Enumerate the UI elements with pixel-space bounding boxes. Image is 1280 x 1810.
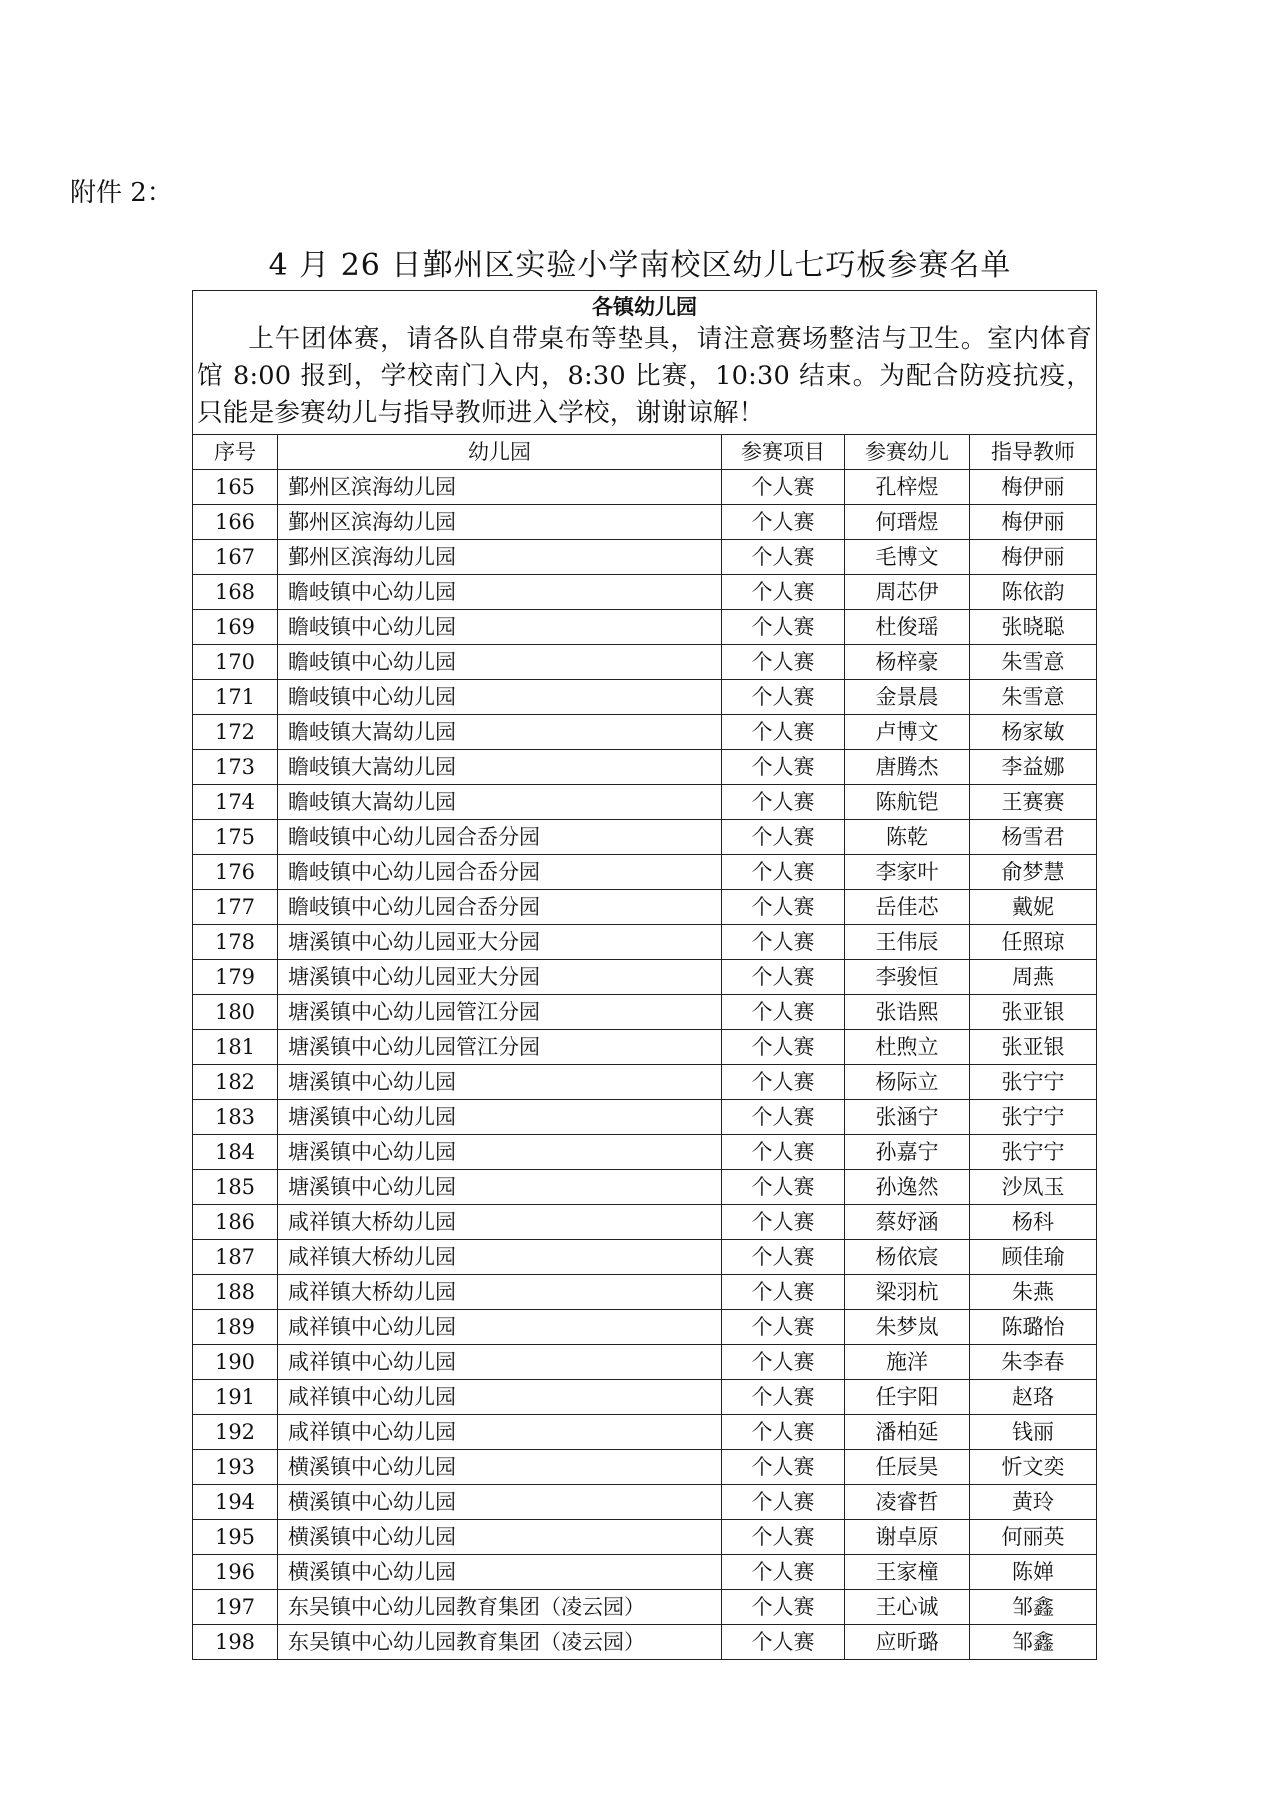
- table-row: [193, 785, 1097, 820]
- table-row: [193, 1275, 1097, 1310]
- event-cell: 个人赛: [722, 540, 845, 575]
- teacher-cell: 梅伊丽: [970, 540, 1097, 575]
- index-cell: 195: [193, 1520, 278, 1555]
- teacher-cell: 张亚银: [970, 995, 1097, 1030]
- kindergarten-cell: 东吴镇中心幼儿园教育集团（凌云园）: [278, 1590, 722, 1625]
- teacher-cell: 钱丽: [970, 1415, 1097, 1450]
- kindergarten-cell: 瞻岐镇中心幼儿园: [278, 680, 722, 715]
- event-cell: 个人赛: [722, 1450, 845, 1485]
- kindergarten-cell: 横溪镇中心幼儿园: [278, 1520, 722, 1555]
- child-cell: 周芯伊: [845, 575, 970, 610]
- table-row: [193, 1485, 1097, 1520]
- event-cell: 个人赛: [722, 1520, 845, 1555]
- child-cell: 陈乾: [845, 820, 970, 855]
- teacher-cell: 忻文奕: [970, 1450, 1097, 1485]
- child-cell: 应昕璐: [845, 1625, 970, 1660]
- index-cell: 191: [193, 1380, 278, 1415]
- index-cell: 188: [193, 1275, 278, 1310]
- kindergarten-cell: 瞻岐镇中心幼儿园: [278, 645, 722, 680]
- event-cell: 个人赛: [722, 855, 845, 890]
- teacher-cell: 朱李春: [970, 1345, 1097, 1380]
- child-cell: 孙逸然: [845, 1170, 970, 1205]
- kindergarten-cell: 瞻岐镇大嵩幼儿园: [278, 785, 722, 820]
- kindergarten-cell: 咸祥镇中心幼儿园: [278, 1415, 722, 1450]
- teacher-cell: 陈婵: [970, 1555, 1097, 1590]
- kindergarten-cell: 咸祥镇大桥幼儿园: [278, 1205, 722, 1240]
- kindergarten-cell: 塘溪镇中心幼儿园: [278, 1065, 722, 1100]
- event-cell: 个人赛: [722, 505, 845, 540]
- child-cell: 李骏恒: [845, 960, 970, 995]
- child-cell: 朱梦岚: [845, 1310, 970, 1345]
- document-title: 4 月 26 日鄞州区实验小学南校区幼儿七巧板参赛名单: [268, 248, 1012, 283]
- kindergarten-cell: 塘溪镇中心幼儿园: [278, 1135, 722, 1170]
- index-cell: 185: [193, 1170, 278, 1205]
- table-row: [193, 890, 1097, 925]
- index-cell: 167: [193, 540, 278, 575]
- index-cell: 182: [193, 1065, 278, 1100]
- event-cell: 个人赛: [722, 1415, 845, 1450]
- teacher-cell: 杨科: [970, 1205, 1097, 1240]
- column-header-kindergarten: 幼儿园: [278, 435, 722, 470]
- participant-table: [192, 290, 1097, 1660]
- event-cell: 个人赛: [722, 1170, 845, 1205]
- kindergarten-cell: 咸祥镇大桥幼儿园: [278, 1240, 722, 1275]
- table-row: [193, 575, 1097, 610]
- table-row: [193, 925, 1097, 960]
- kindergarten-cell: 塘溪镇中心幼儿园: [278, 1170, 722, 1205]
- index-cell: 166: [193, 505, 278, 540]
- event-cell: 个人赛: [722, 715, 845, 750]
- child-cell: 李家叶: [845, 855, 970, 890]
- teacher-cell: 邹鑫: [970, 1590, 1097, 1625]
- index-cell: 169: [193, 610, 278, 645]
- teacher-cell: 邹鑫: [970, 1625, 1097, 1660]
- table-row: [193, 995, 1097, 1030]
- child-cell: 金景晨: [845, 680, 970, 715]
- child-cell: 梁羽杭: [845, 1275, 970, 1310]
- event-cell: 个人赛: [722, 645, 845, 680]
- table-row: [193, 715, 1097, 750]
- kindergarten-cell: 瞻岐镇中心幼儿园: [278, 610, 722, 645]
- index-cell: 193: [193, 1450, 278, 1485]
- table-row: [193, 1380, 1097, 1415]
- table-row: [193, 1520, 1097, 1555]
- index-cell: 172: [193, 715, 278, 750]
- event-cell: 个人赛: [722, 1275, 845, 1310]
- event-cell: 个人赛: [722, 1205, 845, 1240]
- teacher-cell: 朱燕: [970, 1275, 1097, 1310]
- table-row: [193, 1205, 1097, 1240]
- event-cell: 个人赛: [722, 960, 845, 995]
- table-row: [193, 855, 1097, 890]
- event-cell: 个人赛: [722, 995, 845, 1030]
- kindergarten-cell: 瞻岐镇大嵩幼儿园: [278, 715, 722, 750]
- event-cell: 个人赛: [722, 890, 845, 925]
- index-cell: 192: [193, 1415, 278, 1450]
- teacher-cell: 沙凤玉: [970, 1170, 1097, 1205]
- table-row: [193, 1310, 1097, 1345]
- child-cell: 陈航铠: [845, 785, 970, 820]
- index-cell: 184: [193, 1135, 278, 1170]
- index-cell: 168: [193, 575, 278, 610]
- table-row: [193, 1065, 1097, 1100]
- index-cell: 187: [193, 1240, 278, 1275]
- event-cell: 个人赛: [722, 1380, 845, 1415]
- table-row: [193, 1030, 1097, 1065]
- event-cell: 个人赛: [722, 1310, 845, 1345]
- child-cell: 蔡妤涵: [845, 1205, 970, 1240]
- table-row: [193, 645, 1097, 680]
- child-cell: 任辰昊: [845, 1450, 970, 1485]
- child-cell: 岳佳芯: [845, 890, 970, 925]
- teacher-cell: 杨雪君: [970, 820, 1097, 855]
- teacher-cell: 张宁宁: [970, 1100, 1097, 1135]
- index-cell: 198: [193, 1625, 278, 1660]
- kindergarten-cell: 瞻岐镇中心幼儿园合岙分园: [278, 855, 722, 890]
- child-cell: 王心诚: [845, 1590, 970, 1625]
- notice-body: 上午团体赛，请各队自带桌布等垫具，请注意赛场整洁与卫生。室内体育馆 8:00 报到，学校南门入内，8:30 比赛，10:30 结束。为配合防疫抗疫，只能是参赛幼儿与指导教师进入学校，谢谢谅解！: [197, 324, 1093, 428]
- kindergarten-cell: 鄞州区滨海幼儿园: [278, 470, 722, 505]
- event-cell: 个人赛: [722, 1100, 845, 1135]
- event-cell: 个人赛: [722, 1065, 845, 1100]
- index-cell: 181: [193, 1030, 278, 1065]
- table-row: [193, 1415, 1097, 1450]
- table-row: [193, 1555, 1097, 1590]
- kindergarten-cell: 塘溪镇中心幼儿园管江分园: [278, 1030, 722, 1065]
- table-row: [193, 1345, 1097, 1380]
- event-cell: 个人赛: [722, 925, 845, 960]
- index-cell: 194: [193, 1485, 278, 1520]
- event-cell: 个人赛: [722, 785, 845, 820]
- teacher-cell: 陈依韵: [970, 575, 1097, 610]
- child-cell: 谢卓原: [845, 1520, 970, 1555]
- table-row: [193, 505, 1097, 540]
- index-cell: 177: [193, 890, 278, 925]
- notice-cell: [193, 291, 1097, 435]
- child-cell: 杨梓豪: [845, 645, 970, 680]
- index-cell: 170: [193, 645, 278, 680]
- child-cell: 施洋: [845, 1345, 970, 1380]
- table-row: [193, 1240, 1097, 1275]
- child-cell: 孙嘉宁: [845, 1135, 970, 1170]
- table-row: [193, 1135, 1097, 1170]
- child-cell: 潘柏延: [845, 1415, 970, 1450]
- teacher-cell: 王赛赛: [970, 785, 1097, 820]
- event-cell: 个人赛: [722, 1485, 845, 1520]
- kindergarten-cell: 塘溪镇中心幼儿园: [278, 1100, 722, 1135]
- index-cell: 197: [193, 1590, 278, 1625]
- teacher-cell: 梅伊丽: [970, 470, 1097, 505]
- index-cell: 180: [193, 995, 278, 1030]
- index-cell: 175: [193, 820, 278, 855]
- event-cell: 个人赛: [722, 750, 845, 785]
- teacher-cell: 任照琼: [970, 925, 1097, 960]
- teacher-cell: 周燕: [970, 960, 1097, 995]
- kindergarten-cell: 瞻岐镇中心幼儿园合岙分园: [278, 820, 722, 855]
- event-cell: 个人赛: [722, 610, 845, 645]
- child-cell: 毛博文: [845, 540, 970, 575]
- kindergarten-cell: 东吴镇中心幼儿园教育集团（凌云园）: [278, 1625, 722, 1660]
- kindergarten-cell: 鄞州区滨海幼儿园: [278, 505, 722, 540]
- event-cell: 个人赛: [722, 1240, 845, 1275]
- kindergarten-cell: 咸祥镇中心幼儿园: [278, 1345, 722, 1380]
- child-cell: 杜煦立: [845, 1030, 970, 1065]
- index-cell: 176: [193, 855, 278, 890]
- kindergarten-cell: 瞻岐镇中心幼儿园: [278, 575, 722, 610]
- table-row: [193, 540, 1097, 575]
- teacher-cell: 赵珞: [970, 1380, 1097, 1415]
- index-cell: 165: [193, 470, 278, 505]
- table-row: [193, 1100, 1097, 1135]
- event-cell: 个人赛: [722, 1555, 845, 1590]
- kindergarten-cell: 塘溪镇中心幼儿园亚大分园: [278, 960, 722, 995]
- child-cell: 卢博文: [845, 715, 970, 750]
- table-row: [193, 1450, 1097, 1485]
- kindergarten-cell: 横溪镇中心幼儿园: [278, 1555, 722, 1590]
- notice-row: [193, 291, 1097, 435]
- index-cell: 196: [193, 1555, 278, 1590]
- child-cell: 王家橦: [845, 1555, 970, 1590]
- kindergarten-cell: 咸祥镇中心幼儿园: [278, 1380, 722, 1415]
- event-cell: 个人赛: [722, 1345, 845, 1380]
- column-header-teacher: 指导教师: [970, 435, 1097, 470]
- child-cell: 凌睿哲: [845, 1485, 970, 1520]
- index-cell: 190: [193, 1345, 278, 1380]
- attachment-label: 附件 2：: [70, 178, 173, 208]
- kindergarten-cell: 咸祥镇大桥幼儿园: [278, 1275, 722, 1310]
- teacher-cell: 戴妮: [970, 890, 1097, 925]
- index-cell: 173: [193, 750, 278, 785]
- kindergarten-cell: 塘溪镇中心幼儿园管江分园: [278, 995, 722, 1030]
- kindergarten-cell: 咸祥镇中心幼儿园: [278, 1310, 722, 1345]
- teacher-cell: 朱雪意: [970, 645, 1097, 680]
- child-cell: 杨际立: [845, 1065, 970, 1100]
- kindergarten-cell: 瞻岐镇大嵩幼儿园: [278, 750, 722, 785]
- table-row: [193, 960, 1097, 995]
- teacher-cell: 李益娜: [970, 750, 1097, 785]
- index-cell: 189: [193, 1310, 278, 1345]
- teacher-cell: 陈璐怡: [970, 1310, 1097, 1345]
- event-cell: 个人赛: [722, 1590, 845, 1625]
- teacher-cell: 梅伊丽: [970, 505, 1097, 540]
- column-header-event: 参赛项目: [722, 435, 845, 470]
- kindergarten-cell: 横溪镇中心幼儿园: [278, 1450, 722, 1485]
- teacher-cell: 张宁宁: [970, 1065, 1097, 1100]
- teacher-cell: 张亚银: [970, 1030, 1097, 1065]
- child-cell: 孔梓煜: [845, 470, 970, 505]
- column-header-child: 参赛幼儿: [845, 435, 970, 470]
- teacher-cell: 张宁宁: [970, 1135, 1097, 1170]
- event-cell: 个人赛: [722, 1135, 845, 1170]
- child-cell: 杨依宸: [845, 1240, 970, 1275]
- teacher-cell: 俞梦慧: [970, 855, 1097, 890]
- kindergarten-cell: 横溪镇中心幼儿园: [278, 1485, 722, 1520]
- teacher-cell: 朱雪意: [970, 680, 1097, 715]
- child-cell: 张诰熙: [845, 995, 970, 1030]
- index-cell: 178: [193, 925, 278, 960]
- child-cell: 任宇阳: [845, 1380, 970, 1415]
- table-row: [193, 1625, 1097, 1660]
- event-cell: 个人赛: [722, 575, 845, 610]
- teacher-cell: 黄玲: [970, 1485, 1097, 1520]
- teacher-cell: 杨家敏: [970, 715, 1097, 750]
- child-cell: 张涵宁: [845, 1100, 970, 1135]
- table-row: [193, 750, 1097, 785]
- header-row: [193, 435, 1097, 470]
- event-cell: 个人赛: [722, 470, 845, 505]
- teacher-cell: 张晓聪: [970, 610, 1097, 645]
- event-cell: 个人赛: [722, 680, 845, 715]
- index-cell: 186: [193, 1205, 278, 1240]
- child-cell: 杜俊瑶: [845, 610, 970, 645]
- table-row: [193, 680, 1097, 715]
- table-row: [193, 1170, 1097, 1205]
- table-row: [193, 1590, 1097, 1625]
- table-row: [193, 610, 1097, 645]
- index-cell: 174: [193, 785, 278, 820]
- column-header-index: 序号: [193, 435, 278, 470]
- index-cell: 183: [193, 1100, 278, 1135]
- child-cell: 何瑨煜: [845, 505, 970, 540]
- index-cell: 179: [193, 960, 278, 995]
- table-row: [193, 470, 1097, 505]
- event-cell: 个人赛: [722, 1625, 845, 1660]
- notice-heading: 各镇幼儿园: [592, 295, 698, 319]
- event-cell: 个人赛: [722, 820, 845, 855]
- child-cell: 王伟辰: [845, 925, 970, 960]
- table-row: [193, 820, 1097, 855]
- kindergarten-cell: 塘溪镇中心幼儿园亚大分园: [278, 925, 722, 960]
- child-cell: 唐腾杰: [845, 750, 970, 785]
- event-cell: 个人赛: [722, 1030, 845, 1065]
- kindergarten-cell: 瞻岐镇中心幼儿园合岙分园: [278, 890, 722, 925]
- kindergarten-cell: 鄞州区滨海幼儿园: [278, 540, 722, 575]
- teacher-cell: 何丽英: [970, 1520, 1097, 1555]
- index-cell: 171: [193, 680, 278, 715]
- teacher-cell: 顾佳瑜: [970, 1240, 1097, 1275]
